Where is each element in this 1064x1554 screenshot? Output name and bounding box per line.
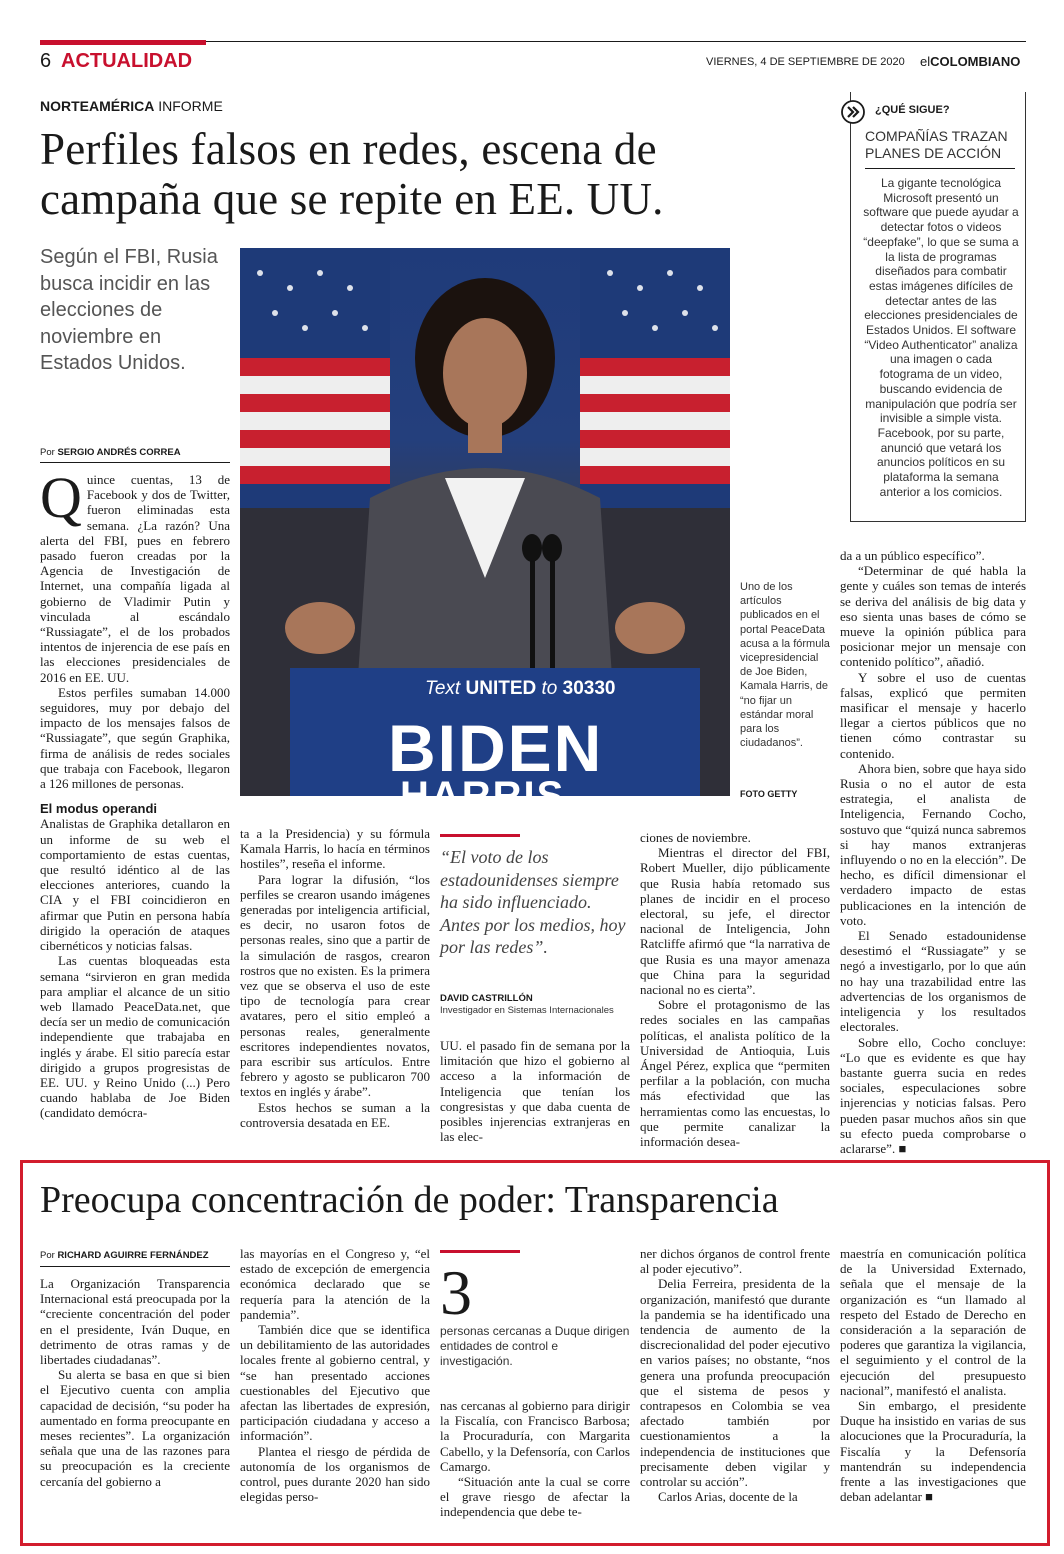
paragraph: uince cuentas, 13 de Facebook y dos de Twitter, fueron eliminadas esta semana. ¿La razón? Una alerta del FBI, pues en febrero pasado fueron creadas por la Agencia de Investigación de Internet, una compañía ligada al gobierno de Vladimir Putin y vinculada al escándalo “Russiagate”, el de los probados intentos de injerencia de ese país en las elecciones presidenciales de 2016 en EE. UU. [40,472,230,685]
podium-text-keyword: UNITED [465,678,537,699]
stat-text: personas cercanas a Duque dirigen entidades de control e investigación. [440,1324,630,1368]
paragraph: Carlos Arias, docente de la [658,1489,798,1505]
paragraph: Estos perfiles sumaban 14.000 seguidores, muy por debajo del impacto de los mensajes falsos de “Russiagate”, que según Graphika, firma de análisis de redes sociales que trabaja con Facebook, llegaron a 126 millones de personas. [40,684,230,792]
paragraph: Analistas de Graphika detallaron en un informe de su web el comportamiento de estas cuentas, que resultó idéntico al de las elecciones anteriores, cuando la CIA y el FBI coincidieron en afirmar que Putin en persona había dirigido la operación de ataques cibernéticos y noticias falsas. [40,816,230,954]
second-col-5 [840,1246,1026,1504]
paragraph: También dice que se identifica un debilitamiento de las autoridades locales frente al gobierno central, y “se han presentado acciones cuestionables del Ejecutivo que afectan las libertades de expresión, participación ciudadana y acceso a información”. [240,1322,430,1444]
sidebar-title-rule [865,168,1015,169]
paragraph: Estos hechos se suman a la controversia desatada en EE. [240,1099,430,1130]
kicker-type: INFORME [158,98,223,114]
paragraph: Su alerta se basa en que si bien el Ejecutivo cuenta con amplia capacidad de decisión, “su poder ha aumentado en forma preocupante en meses recientes”. La organización señala que una de las razones para su preocupación es la creciente cercanía del gobierno a [40,1367,230,1489]
second-col-3 [440,1398,630,1520]
podium-bottom-text: HARRIS [400,774,566,818]
quote-author: DAVID CASTRILLÓN [440,993,533,1004]
paragraph: “Situación ante la cual se corre el grave riesgo de afectar la independencia que debe te- [440,1474,630,1520]
page-number: 6 [40,50,52,72]
section-name: ACTUALIDAD [61,50,193,72]
logo-prefix: el [920,54,931,69]
paragraph: Ahora bien, sobre que haya sido Rusia o no el autor de esta estrategia, el analista de Inteligencia, Fernando Cocho, sostuvo que “quizá nunca sabremos si hay manos extranjeras influyendo o no en la elección”. De hecho, es difícil dimensionar el verdadero impacto de estas publicaciones en la intención de voto. [840,760,1026,928]
main-col-3 [440,1038,630,1144]
sidebar-title: COMPAÑÍAS TRAZAN PLANES DE ACCIÓN [865,128,1008,161]
paragraph: “Determinar de qué habla la gente y cuáles son temas de interés se deriva del análisis de big data y eso sienta unas bases de cómo se mueve la opinión pública para posicionar mejor un mensaje con contenido político”, añadió. [840,563,1026,670]
paragraph: da a un público específico”. [840,548,985,563]
paragraph: ciones de noviembre. [640,830,751,845]
paragraph: Sobre el protagonismo de las redes sociales en las campañas políticas, el analista político de la Universidad de Antioquia, Luis Ángel Pérez, explica que “permiten perfilar a la población, con mucha más efectividad que las herramientas como las encuestas, lo que permite canalizar la información desea- [640,997,830,1150]
paragraph: maestría en comunicación política de la Universidad Externado, señala que el mensaje de la organización es “un llamado al respeto del Estado de Derecho en consideración a la separación de poderes que garantiza la vigilancia, el seguimiento y el control de la ejecución del presupuesto nacional”, manifestó el analista. [840,1246,1026,1398]
paragraph: Plantea el riesgo de pérdida de autonomía de los organismos de control, pues durante 2020 han sido elegidas perso- [240,1443,430,1505]
paragraph: El Senado estadounidense desestimó el “Russiagate” y se negó a investigarlo, por lo que aún no hay una trazabilidad entre las advertencias de los organismos de inteligencia y los resultados electorales. [840,928,1026,1035]
forward-arrows-icon [841,100,865,124]
header-accent-bar [40,40,206,45]
main-col-1 [40,465,230,1121]
podium-text-to: to [536,678,563,699]
podium-big-text: BIDEN [388,711,604,785]
paragraph: ner dichos órganos de control frente al poder ejecutivo”. [640,1246,830,1277]
paragraph: Sin embargo, el presidente Duque ha insistido en varias de sus alocuciones que la Procuraduría, la Fiscalía y la Defensoría mantendrán su independencia frente a las investigaciones que deban adelantar ■ [840,1398,1026,1505]
podium-text-number: 30330 [562,678,616,699]
second-col-1 [40,1276,230,1489]
logo-main: COLOMBIANO [930,54,1021,69]
kicker [40,98,223,114]
quote-accent-bar [440,834,520,837]
lead-photo [240,248,730,818]
article-deck: Según el FBI, Rusia busca incidir en las elecciones de noviembre en Estados Unidos. [40,246,218,374]
quote-role: Investigador en Sistemas Internacionales [440,1005,614,1016]
pull-quote: “El voto de los estadounidenses siempre ha sido influenciado. Antes por los medios, hoy por las redes”. [440,847,626,958]
byline-author: SERGIO ANDRÉS CORREA [57,447,181,458]
second-col-2 [240,1246,430,1504]
paragraph: Delia Ferreira, presidenta de la organización, manifestó que durante la pandemia se ha identificado una tendencia de aumento de la discrecionalidad del poder ejecutivo en varios países; no obstante, “nos genera una profunda preocupación que el sistema de pesos y contrapesos en Colombia se vea afectado también por cuestionamientos a la independencia de instituciones que precisamente deben vigilar y controlar su acción”. [640,1276,830,1490]
paragraph: La Organización Transparencia Internacional está preocupada por la “creciente concentración del poder en el presidente, Iván Duque, en detrimento de otras ramas y de libertades ciudadanas”. [40,1276,230,1368]
main-col-4 [640,830,830,1149]
podium-sign-text [425,678,615,700]
paragraph: ta a la Presidencia) y su fórmula Kamala Harris, lo hacía en términos hostiles”, reseña el informe. [240,826,430,872]
paragraph: las mayorías en el Congreso y, “el estado de excepción de emergencia económica declarado que se requería para la atención de la pandemia”. [240,1246,430,1322]
sidebar-label: ¿QUÉ SIGUE? [875,104,950,116]
edition-date: VIERNES, 4 DE SEPTIEMBRE DE 2020 [706,56,905,68]
byline-rule [40,462,230,463]
second-byline-rule [40,1266,230,1267]
sidebar-body: La gigante tecnológica Microsoft presentó un software que puede ayudar a detectar fotos o videos “deepfake”, lo que se suma a la lista de programas diseñados para combatir estas imágenes difíciles de detectar antes de las elecciones presidenciales de Estados Unidos. El software “Video Authenticator” analiza una imagen o cada fotograma de un video, buscando evidencia de manipulación que podría ser invisible a simple vista. Facebook, por su parte, anunció que vetará los anuncios políticos en su plataforma la semana anterior a los comicios. [863,176,1019,499]
main-col-5 [840,548,1026,1156]
section-subhead: El modus operandi [40,801,158,817]
kicker-region: NORTEAMÉRICA [40,98,155,114]
newspaper-logo [920,54,1020,69]
paragraph: Mientras el director del FBI, Robert Mueller, dijo públicamente que Rusia había retomado sus planes de incidir en el proceso electoral, su jefe, el director nacional de Inteligencia, John Ratcliffe afirmó que “la narrativa de que Rusia es una mayor amenaza que China para la seguridad nacional no es cierta”. [640,845,830,998]
paragraph: Las cuentas bloqueadas esta semana “sirvieron en gran medida para ampliar el alcance de un sitio web llamado PeaceData.net, que decía ser un medio de comunicación independiente que trabajaba en inglés y árabe. El sitio parecía estar dirigido a grupos progresistas de EE. UU. y Reino Unido (...) Pero cuando hablaba de Joe Biden (candidato demócra- [40,953,230,1121]
main-headline: Perfiles falsos en redes, escena de campaña que se repite en EE. UU. [40,124,664,224]
stat-accent-bar [440,1250,520,1253]
second-headline: Preocupa concentración de poder: Transparencia [40,1179,779,1221]
byline-prefix: Por [40,447,55,458]
paragraph: Para lograr la difusión, “los perfiles se crearon usando imágenes generadas por inteligencia artificial, es decir, no usaron fotos de personas reales, sino que a partir de la simulación de rasgos, crearon rostros que no existen. Es la primera vez que se observa el uso de este tipo de tecnología para crear avatares, pero el sitio empleó a personas reales, generalmente escritores independientes novatos, para escribir sus artículos. Entre febrero y agosto se publicaron 700 textos en inglés y árabe”. [240,871,430,1100]
second-col-4 [640,1246,830,1504]
paragraph: UU. el pasado fin de semana por la limitación que hizo el gobierno al acceso a la información de Inteligencia que tenían los congresistas y que daba cuenta de posibles injerencias extranjeras en las elec- [440,1038,630,1145]
stat-number: 3 [440,1257,472,1328]
byline-prefix: Por [40,1250,55,1261]
byline-author: RICHARD AGUIRRE FERNÁNDEZ [57,1250,209,1261]
photo-caption: Uno de los artículos publicados en el portal PeaceData acusa a la fórmula vicepresidencial de Joe Biden, Kamala Harris, de “no fijar un estándar moral para los ciudadanos”. [740,581,830,750]
second-byline [40,1250,209,1261]
byline [40,447,181,458]
podium-text-prefix: Text [425,678,466,699]
main-col-2 [240,826,430,1130]
paragraph: nas cercanas al gobierno para dirigir la Fiscalía, con Francisco Barbosa; la Procuraduría, con Margarita Cabello, y la Defensoría, con Carlos Camargo. [440,1398,630,1474]
paragraph: Sobre ello, Cocho concluye: “Lo que es evidente es que hay bastante guerra sucia en redes sociales, especulaciones sobre injerencias y noticias falsas. Pero pueden pasar muchos años sin que su efecto pueda comprobarse o aclararse”. ■ [840,1034,1026,1156]
dropcap: Q [40,465,82,530]
sidebar-box [850,92,1026,522]
photo-credit: FOTO GETTY [740,789,798,799]
header-rule [206,41,1026,42]
paragraph: Y sobre el uso de cuentas falsas, explicó que permiten masificar el mensaje y hacerlo llegar a ciertos públicos que no tienen cómo contrastar su contenido. [840,669,1026,761]
